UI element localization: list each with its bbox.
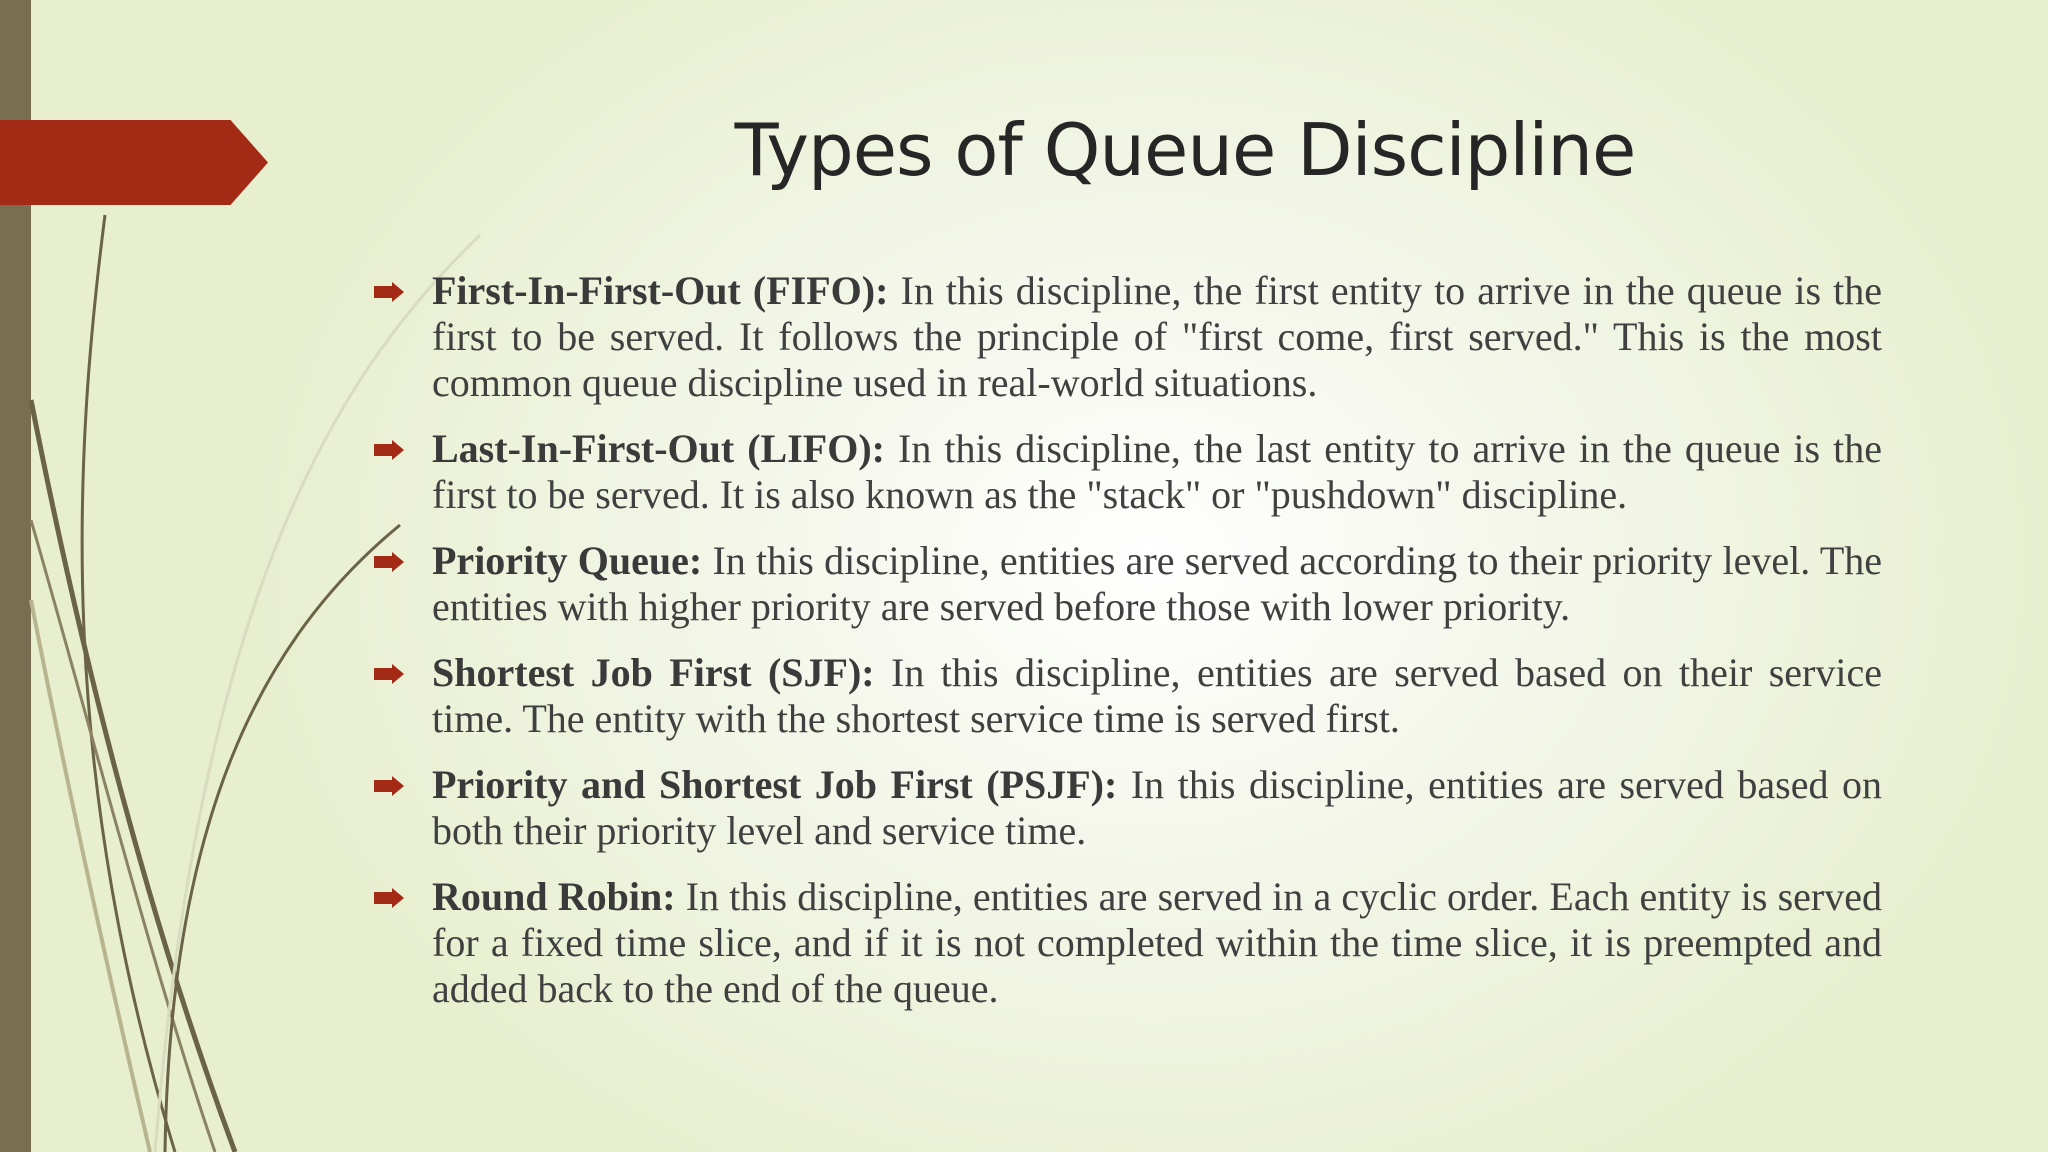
swoosh-line-4 (165, 525, 400, 1152)
bullet-item-sjf (374, 650, 1882, 742)
bullet-text: In this discipline, the last entity to arrive in the queue is the first to be served. It is also known as the "stack" or "pushdown" discipline. (432, 426, 1883, 517)
bullet-text: In this discipline, the first entity to arrive in the queue is the first to be served. It follows the principle of "first come, first served." This is the most common queue discipline used in real-world situations. (432, 268, 1882, 405)
bullet-text: In this discipline, entities are served based on their service time. The entity with the shortest service time is served first. (432, 650, 1882, 741)
arrow-right-icon (374, 888, 404, 908)
swoosh-line-2 (31, 400, 235, 1152)
bullet-item-psjf (374, 762, 1882, 854)
arrow-right-icon (374, 282, 404, 302)
swoosh-line-3 (31, 520, 215, 1152)
bullet-item-priority-queue (374, 538, 1882, 630)
arrow-right-icon (374, 552, 404, 572)
arrow-right-icon (374, 440, 404, 460)
bullet-term: Round Robin: (432, 874, 676, 919)
arrow-right-icon (374, 776, 404, 796)
bullet-term: Priority and Shortest Job First (PSJF): (432, 762, 1118, 807)
bullet-term: Priority Queue: (432, 538, 703, 583)
bullet-text: In this discipline, entities are served according to their priority level. The entities with higher priority are served before those with lower priority. (432, 538, 1883, 629)
slide-title: Types of Queue Discipline (734, 108, 1636, 192)
bullet-term: Last-In-First-Out (LIFO): (432, 426, 885, 471)
bullet-text: In this discipline, entities are served in a cyclic order. Each entity is served for a fixed time slice, and if it is not completed within the time slice, it is preempted and added back to the end of the queue. (432, 874, 1883, 1011)
bullet-term: First-In-First-Out (FIFO): (432, 268, 889, 313)
title-accent-arrow (0, 120, 268, 205)
bullet-text: In this discipline, entities are served based on both their priority level and service time. (432, 762, 1883, 853)
bullet-term: Shortest Job First (SJF): (432, 650, 875, 695)
bullet-item-round-robin (374, 874, 1882, 1012)
swoosh-line-6 (31, 600, 150, 1152)
bullet-item-lifo (374, 426, 1882, 518)
arrow-right-icon (374, 664, 404, 684)
swoosh-line-1 (82, 215, 175, 1152)
bullet-list (374, 268, 1882, 1032)
bullet-item-fifo (374, 268, 1882, 406)
